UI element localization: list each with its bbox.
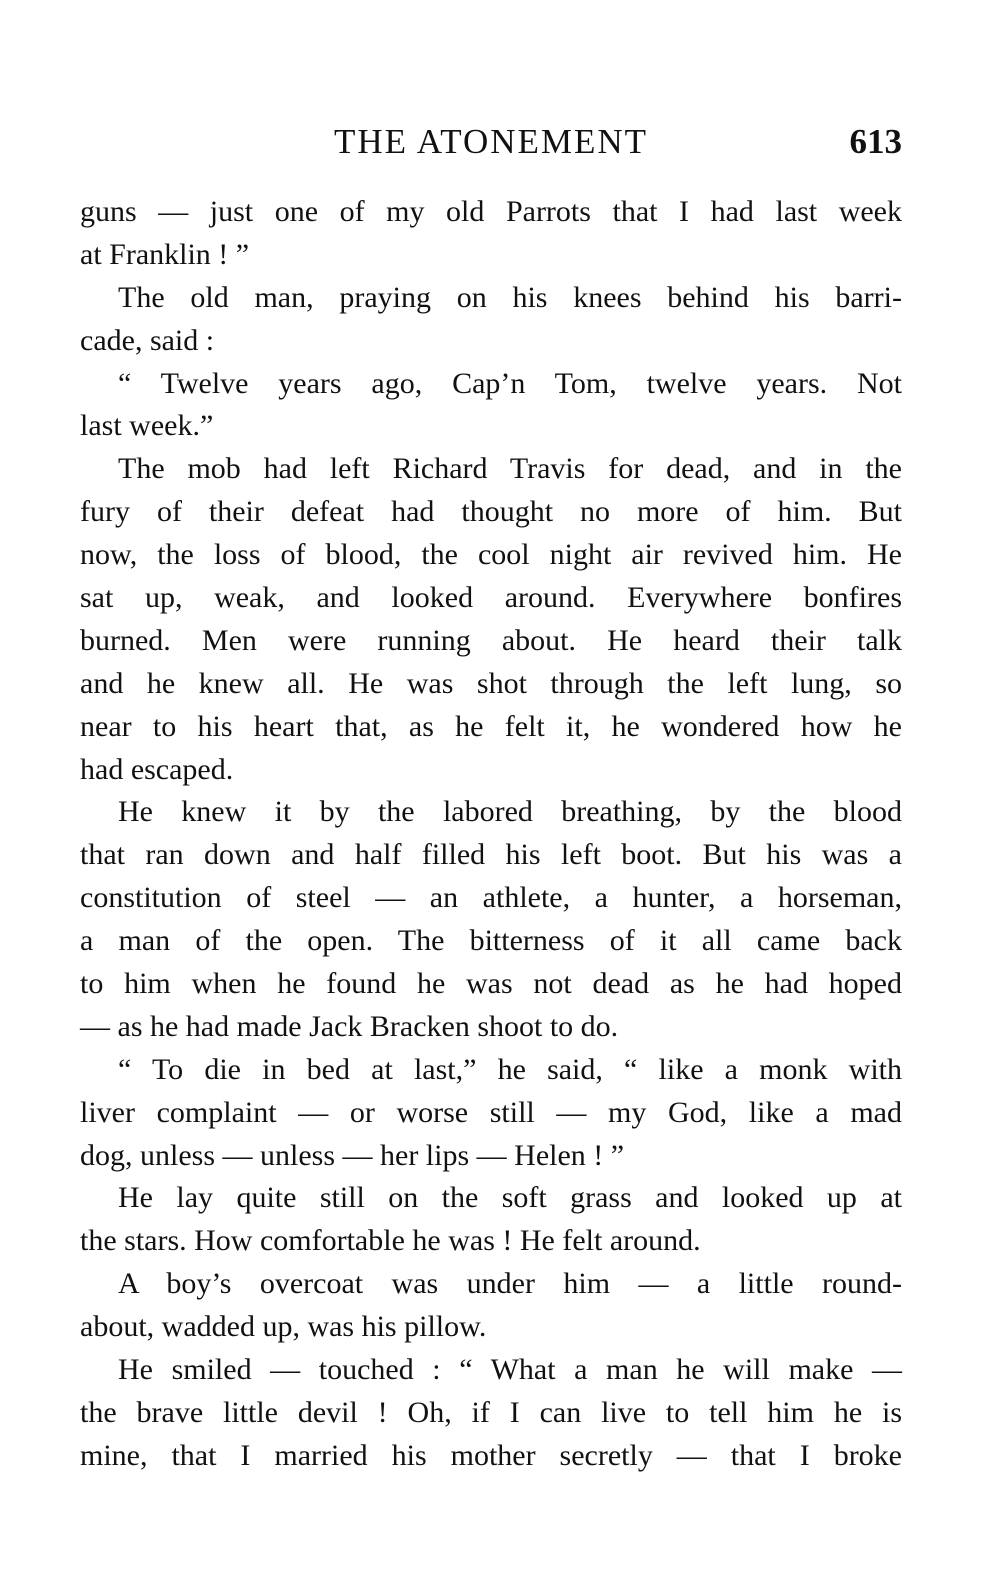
text-line: cade, said :: [80, 323, 215, 357]
text-line: fury of their defeat had thought no more of him. But: [80, 495, 902, 529]
text-line: The old man, praying on his knees behind his barri-: [118, 280, 902, 314]
running-title: THE ATONEMENT: [333, 122, 649, 161]
text-line: at Franklin ! ”: [80, 237, 250, 271]
text-line: the brave little devil ! Oh, if I can live to tell him he is: [80, 1395, 902, 1429]
running-head: [80, 122, 902, 172]
text-line: He lay quite still on the soft grass and looked up at: [118, 1181, 902, 1215]
text-line: — as he had made Jack Bracken shoot to do.: [80, 1009, 619, 1043]
text-line: that ran down and half filled his left boot. But his was a: [80, 838, 902, 872]
text-line: liver complaint — or worse still — my God, like a mad: [80, 1095, 902, 1129]
text-line: last week.”: [80, 409, 214, 443]
text-line: about, wadded up, was his pillow.: [80, 1310, 487, 1344]
text-line: and he knew all. He was shot through the left lung, so: [80, 666, 902, 700]
text-line: “ To die in bed at last,” he said, “ like a monk with: [118, 1052, 902, 1086]
text-line: a man of the open. The bitterness of it all came back: [80, 924, 902, 958]
page-number: 613: [849, 122, 902, 161]
text-line: The mob had left Richard Travis for dead, and in the: [118, 452, 902, 486]
text-line: sat up, weak, and looked around. Everywhere bonfires: [80, 581, 902, 615]
text-line: constitution of steel — an athlete, a hunter, a horseman,: [80, 881, 902, 915]
text-line: the stars. How comfortable he was ! He felt around.: [80, 1224, 701, 1258]
text-line: near to his heart that, as he felt it, he wondered how he: [80, 709, 902, 743]
text-line: “ Twelve years ago, Cap’n Tom, twelve years. Not: [118, 366, 902, 400]
text-line: burned. Men were running about. He heard their talk: [80, 623, 902, 657]
text-line: He knew it by the labored breathing, by the blood: [118, 795, 902, 829]
text-line: He smiled — touched : “ What a man he will make —: [118, 1353, 902, 1387]
body-text: [80, 191, 902, 1478]
text-line: had escaped.: [80, 752, 234, 786]
text-line: mine, that I married his mother secretly — that I broke: [80, 1438, 902, 1472]
text-line: A boy’s overcoat was under him — a little round-: [118, 1267, 902, 1301]
text-line: now, the loss of blood, the cool night air revived him. He: [80, 538, 902, 572]
text-line: dog, unless — unless — her lips — Helen ! ”: [80, 1138, 625, 1172]
text-line: to him when he found he was not dead as he had hoped: [80, 967, 902, 1001]
text-line: guns — just one of my old Parrots that I had last week: [80, 195, 902, 228]
